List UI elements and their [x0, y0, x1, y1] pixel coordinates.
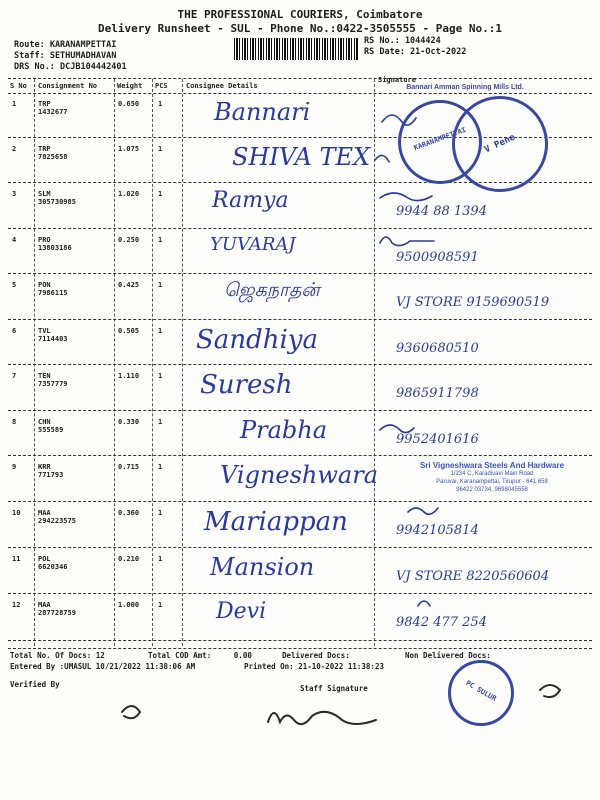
row-consignment-no: TVL 7114403: [38, 327, 68, 343]
row-consignee: Suresh: [200, 370, 293, 400]
delivered-docs: Delivered Docs:: [282, 651, 350, 660]
signature-row-4: [380, 237, 434, 246]
row-sno: 6: [12, 327, 17, 335]
row-sno: 11: [12, 555, 21, 563]
row-weight: 0.250: [118, 236, 140, 244]
signature-row-8: [380, 425, 414, 433]
row-weight: 0.425: [118, 281, 140, 289]
signature-row-3: [380, 193, 432, 201]
row-weight: 0.210: [118, 555, 140, 563]
row-pcs: 1: [158, 463, 163, 471]
staff-signature-scribble: [268, 712, 376, 724]
row-weight: 0.360: [118, 509, 140, 517]
entered-by: Entered By :UMASUL 10/21/2022 11:38:06 AM: [10, 662, 196, 671]
row-sno: 5: [12, 281, 17, 289]
staff-label: Staff: SETHUMADHAVAN: [14, 51, 117, 61]
row-sno: 2: [12, 145, 17, 153]
runsheet-subtitle: Delivery Runsheet - SUL - Phone No.:0422-3505555 - Page No.:1: [98, 22, 502, 35]
col-header-pcs: PCS: [155, 82, 168, 90]
row-consignee: Vigneshwara: [220, 461, 379, 489]
row-consignee: Mansion: [210, 553, 315, 581]
company-title: THE PROFESSIONAL COURIERS, Coimbatore: [177, 8, 423, 21]
row-pcs: 1: [158, 509, 163, 517]
row-pcs: 1: [158, 281, 163, 289]
vigneshwara-stamp: Sri Vigneshwara Steels And Hardware 1/234 C, Karadivavi Main Road Paruvai, Karanampettai, Tirupur - 641 658 96422 03734, 9698045558: [419, 461, 565, 493]
total-cod: Total COD Amt: 0.00: [148, 651, 252, 660]
row-weight: 1.110: [118, 372, 140, 380]
row-sno: 8: [12, 418, 17, 426]
row-signature: 9952401616: [396, 432, 479, 447]
signature-row-10: [408, 508, 438, 514]
verifier-signature: [122, 706, 140, 718]
round-stamp-karadivavi: V Pene: [452, 96, 548, 192]
rs-date: RS Date: 21-Oct-2022: [364, 47, 467, 57]
col-header-consignment: Consignment No: [38, 82, 98, 90]
row-weight: 0.505: [118, 327, 140, 335]
row-pcs: 1: [158, 601, 163, 609]
bannari-stamp: Bannari Amman Spinning Mills Ltd.: [406, 84, 524, 91]
row-consignee: Mariappan: [204, 507, 348, 537]
row-consignee: Prabha: [240, 416, 328, 444]
row-consignment-no: CHN 555589: [38, 418, 64, 434]
row-consignment-no: TRP 7825658: [38, 145, 68, 161]
route-label: Route: KARANAMPETTAI: [14, 40, 117, 50]
row-signature: 9865911798: [396, 386, 479, 401]
row-consignee: Devi: [216, 599, 267, 624]
row-signature: VJ STORE 8220560604: [396, 569, 550, 584]
row-consignee: Ramya: [212, 188, 289, 213]
row-consignment-no: PRO 13803186: [38, 236, 72, 252]
rs-number: RS No.: 1044424: [364, 36, 441, 46]
signature-row-2: [375, 155, 389, 162]
row-consignee: SHIVA TEX: [232, 143, 371, 171]
row-weight: 0.650: [118, 100, 140, 108]
printed-on: Printed On: 21-10-2022 11:38:23: [244, 662, 384, 671]
row-pcs: 1: [158, 372, 163, 380]
row-sno: 7: [12, 372, 17, 380]
row-weight: 1.075: [118, 145, 140, 153]
col-header-sno: S No: [10, 82, 27, 90]
row-pcs: 1: [158, 236, 163, 244]
row-signature: 9360680510: [396, 341, 479, 356]
row-consignment-no: SLM 305730985: [38, 190, 76, 206]
row-consignment-no: MAA 294223575: [38, 509, 76, 525]
row-consignment-no: PON 7986115: [38, 281, 68, 297]
row-pcs: 1: [158, 145, 163, 153]
signature-row-11: [418, 601, 430, 606]
staff-signature-label: Staff Signature: [300, 684, 368, 693]
row-signature: VJ STORE 9159690519: [396, 295, 550, 310]
col-header-weight: Weight: [117, 82, 143, 90]
row-sno: 12: [12, 601, 21, 609]
row-signature: 9942105814: [396, 523, 479, 538]
row-signature: 9842 477 254: [396, 615, 487, 630]
row-pcs: 1: [158, 100, 163, 108]
row-signature: 9944 88 1394: [396, 204, 487, 219]
row-pcs: 1: [158, 418, 163, 426]
col-header-signature: Signature: [378, 76, 416, 84]
non-delivered-docs: Non Delivered Docs:: [405, 651, 491, 660]
row-pcs: 1: [158, 190, 163, 198]
row-consignment-no: MAA 287728759: [38, 601, 76, 617]
row-sno: 4: [12, 236, 17, 244]
row-consignment-no: POL 6620346: [38, 555, 68, 571]
row-weight: 0.715: [118, 463, 140, 471]
row-consignment-no: TRP 1432677: [38, 100, 68, 116]
row-sno: 10: [12, 509, 21, 517]
row-consignment-no: KRR 771793: [38, 463, 64, 479]
row-sno: 9: [12, 463, 17, 471]
row-consignee: ஜெகநாதன்: [224, 279, 320, 301]
row-weight: 0.330: [118, 418, 140, 426]
row-sno: 1: [12, 100, 17, 108]
row-weight: 1.000: [118, 601, 140, 609]
row-sno: 3: [12, 190, 17, 198]
total-docs: Total No. Of Docs: 12: [10, 651, 105, 660]
row-pcs: 1: [158, 327, 163, 335]
round-stamp-karanampettai: KARANAMPETTAI: [398, 100, 482, 184]
pc-sulur-stamp: PC SULUR: [448, 660, 514, 726]
row-signature: 9500908591: [396, 250, 479, 265]
row-consignee: Sandhiya: [196, 325, 318, 355]
row-pcs: 1: [158, 555, 163, 563]
row-consignee: YUVARAJ: [210, 234, 296, 255]
verified-by: Verified By: [10, 680, 60, 689]
col-header-consignee: Consignee Details: [186, 82, 258, 90]
row-weight: 1.020: [118, 190, 140, 198]
drs-number: DRS No.: DCJB104442401: [14, 62, 127, 72]
footer-scribble: [540, 685, 560, 697]
row-consignee: Bannari: [214, 98, 311, 126]
signature-row-1: [382, 115, 416, 125]
row-consignment-no: TEN 7357779: [38, 372, 68, 388]
